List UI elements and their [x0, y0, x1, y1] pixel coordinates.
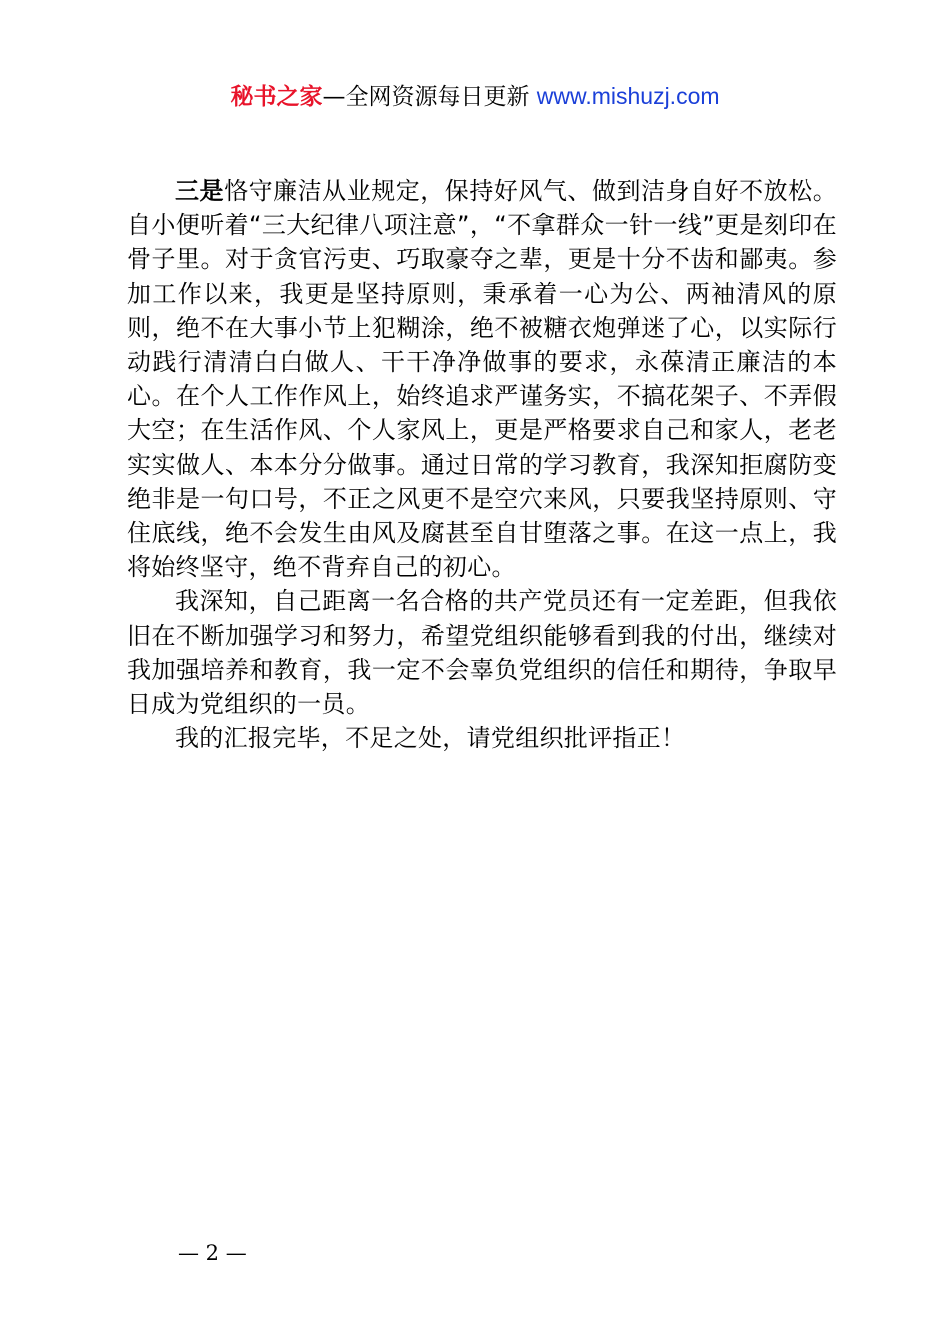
paragraph-text: 恪守廉洁从业规定，保持好风气、做到洁身自好不放松。自小便听着“三大纪律八项注意”，“不拿群众一针一线”更是刻印在骨子里。对于贪官污吏、巧取豪夺之辈，更是十分不齿和鄙夷。参加工作以来，我更是坚持原则，秉承着一心为公、两袖清风的原则，绝不在大事小节上犯糊涂，绝不被糖衣炮弹迷了心，以实际行动践行清清白白做人、干干净净做事的要求，永葆清正廉洁的本心。在个人工作作风上，始终追求严谨务实，不搞花架子、不弄假大空；在生活作风、个人家风上，更是严格要求自己和家人，老老实实做人、本本分分做事。通过日常的学习教育，我深知拒腐防变绝非是一句口号，不正之风更不是空穴来风，只要我坚持原则、守住底线，绝不会发生由风及腐甚至自甘堕落之事。在这一点上，我将始终坚守，绝不背弃自己的初心。: [127, 177, 837, 582]
paragraph-3: 我的汇报完毕，不足之处，请党组织批评指正！: [175, 724, 686, 753]
site-url-link[interactable]: www.mishuzj.com: [536, 83, 720, 109]
page-number: — 2 —: [178, 1241, 247, 1265]
header-tagline: —全网资源每日更新: [322, 84, 530, 110]
brand-name: 秘书之家: [230, 84, 323, 110]
document-body: [127, 174, 837, 755]
paragraph-1: [127, 174, 837, 584]
paragraph-2: 我深知，自己距离一名合格的共产党员还有一定差距，但我依旧在不断加强学习和努力，希望党组织能够看到我的付出，继续对我加强培养和教育，我一定不会辜负党组织的信任和期待，争取早日成为党组织的一员。: [127, 587, 837, 719]
paragraph-lead: 三是: [175, 177, 225, 205]
page-header: [0, 80, 950, 113]
